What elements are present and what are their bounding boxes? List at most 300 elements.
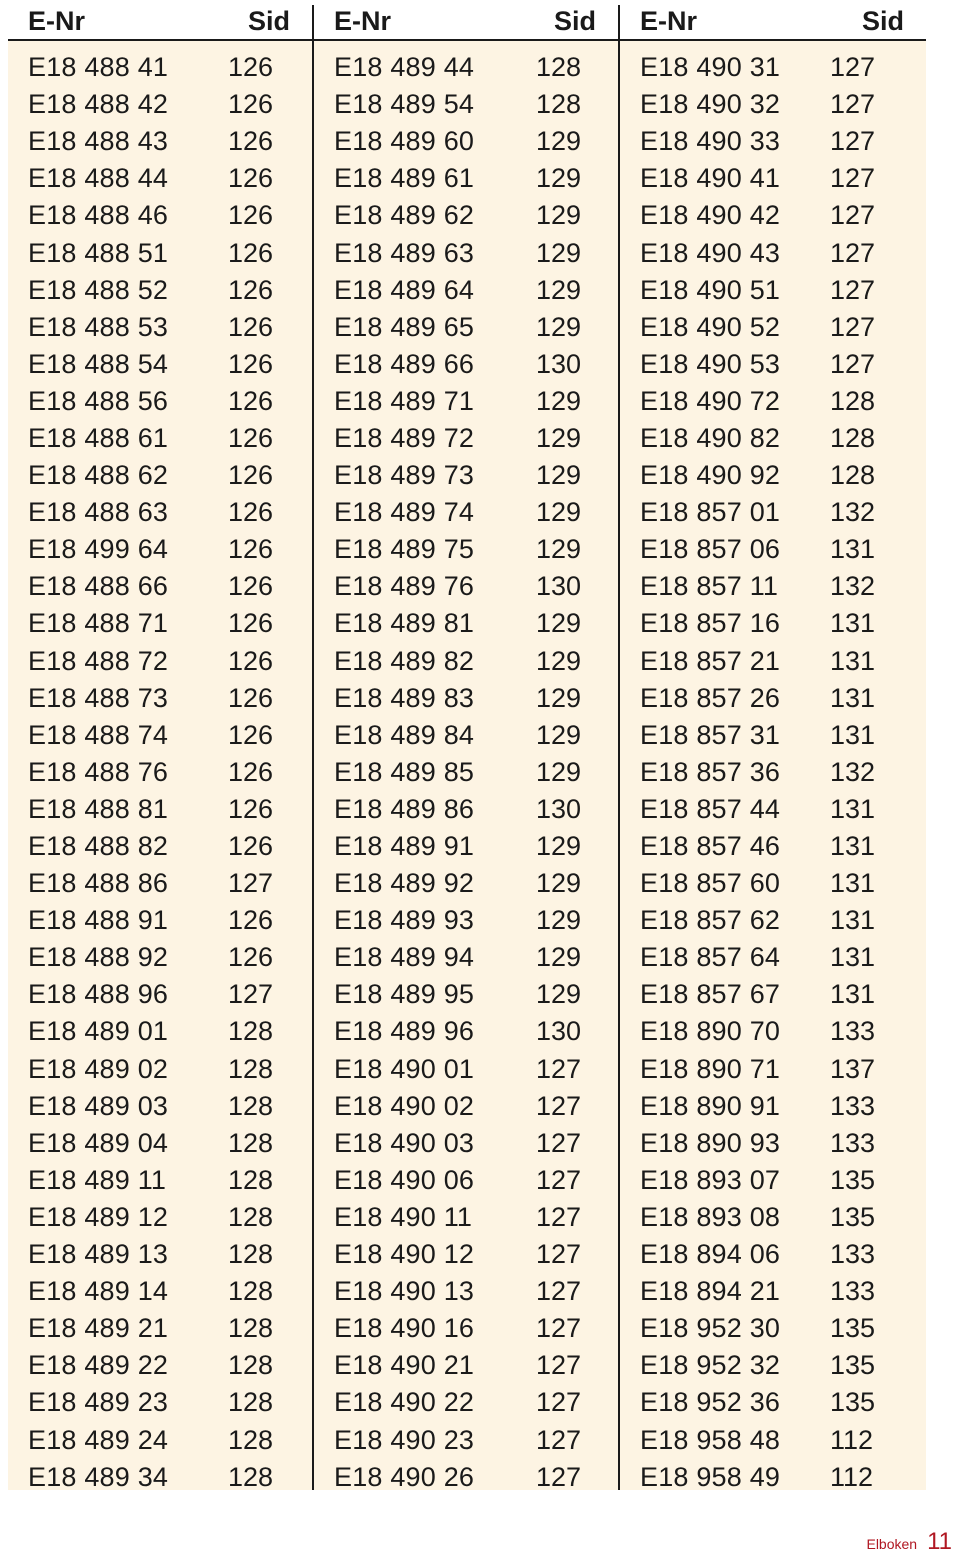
table-row xyxy=(620,197,926,234)
e-number: E18 490 52 xyxy=(640,311,781,342)
table-row xyxy=(620,309,926,346)
page-ref: 135 xyxy=(830,1201,876,1232)
e-number: E18 857 16 xyxy=(640,608,781,639)
table-row xyxy=(620,1459,926,1496)
page-number: 11 xyxy=(927,1528,952,1555)
table-row xyxy=(314,568,618,605)
e-number: E18 488 42 xyxy=(28,89,169,120)
header-enr: E-Nr xyxy=(334,6,392,36)
e-number: E18 489 76 xyxy=(334,571,475,602)
page-ref: 127 xyxy=(536,1387,582,1418)
e-number: E18 489 12 xyxy=(28,1201,169,1232)
table-row xyxy=(314,791,618,828)
column-body xyxy=(8,41,312,1490)
page-ref: 129 xyxy=(536,200,582,231)
e-number: E18 952 36 xyxy=(640,1387,781,1418)
e-number: E18 857 67 xyxy=(640,979,781,1010)
page-ref: 126 xyxy=(228,793,274,824)
page-ref: 131 xyxy=(830,868,876,899)
page-ref: 130 xyxy=(536,348,582,379)
e-number: E18 488 66 xyxy=(28,571,169,602)
e-number: E18 489 66 xyxy=(334,348,475,379)
table-row xyxy=(8,976,312,1013)
table-row xyxy=(620,1236,926,1273)
e-number: E18 488 74 xyxy=(28,719,169,750)
table-row xyxy=(620,680,926,717)
table-row xyxy=(8,754,312,791)
page-ref: 128 xyxy=(830,460,876,491)
page-ref: 128 xyxy=(228,1053,274,1084)
e-number: E18 490 06 xyxy=(334,1164,475,1195)
table-row xyxy=(8,160,312,197)
table-row xyxy=(314,902,618,939)
page-ref: 128 xyxy=(228,1276,274,1307)
e-number: E18 490 33 xyxy=(640,126,781,157)
table-row xyxy=(314,1347,618,1384)
table-row xyxy=(8,1347,312,1384)
e-number: E18 489 91 xyxy=(334,831,475,862)
e-number: E18 489 01 xyxy=(28,1016,169,1047)
table-row xyxy=(8,197,312,234)
page-ref: 129 xyxy=(536,311,582,342)
e-number: E18 489 81 xyxy=(334,608,475,639)
page-ref: 126 xyxy=(228,608,274,639)
table-row xyxy=(314,1384,618,1421)
table-row xyxy=(8,902,312,939)
table-row xyxy=(8,234,312,271)
table-row xyxy=(8,86,312,123)
table-row xyxy=(620,1199,926,1236)
table-row xyxy=(8,346,312,383)
table-row xyxy=(314,939,618,976)
table-row xyxy=(8,49,312,86)
page-ref: 126 xyxy=(228,126,274,157)
e-number: E18 488 71 xyxy=(28,608,169,639)
e-number: E18 488 44 xyxy=(28,163,169,194)
page-ref: 133 xyxy=(830,1239,876,1270)
e-number: E18 488 53 xyxy=(28,311,169,342)
page-ref: 127 xyxy=(830,89,876,120)
page-ref: 128 xyxy=(228,1387,274,1418)
e-number: E18 488 72 xyxy=(28,645,169,676)
e-number: E18 489 86 xyxy=(334,793,475,824)
e-number: E18 958 48 xyxy=(640,1424,781,1455)
page-ref: 129 xyxy=(536,274,582,305)
page-ref: 128 xyxy=(228,1239,274,1270)
page-ref: 128 xyxy=(536,52,582,83)
page-ref: 130 xyxy=(536,1016,582,1047)
table-row xyxy=(8,1273,312,1310)
table-row xyxy=(620,865,926,902)
e-number: E18 489 62 xyxy=(334,200,475,231)
page-ref: 126 xyxy=(228,534,274,565)
e-number: E18 958 49 xyxy=(640,1461,781,1492)
table-row xyxy=(620,123,926,160)
table-row xyxy=(314,754,618,791)
page-ref: 127 xyxy=(830,311,876,342)
page-ref: 129 xyxy=(536,422,582,453)
table-row xyxy=(620,643,926,680)
e-number: E18 489 85 xyxy=(334,756,475,787)
table-row xyxy=(314,828,618,865)
page-ref: 128 xyxy=(228,1016,274,1047)
page-ref: 127 xyxy=(536,1350,582,1381)
page-ref: 131 xyxy=(830,645,876,676)
table-row xyxy=(620,902,926,939)
e-number: E18 857 26 xyxy=(640,682,781,713)
table-row xyxy=(314,1051,618,1088)
e-number: E18 489 95 xyxy=(334,979,475,1010)
page-ref: 128 xyxy=(830,422,876,453)
page-ref: 126 xyxy=(228,831,274,862)
e-number: E18 490 92 xyxy=(640,460,781,491)
e-number: E18 490 51 xyxy=(640,274,781,305)
page-ref: 128 xyxy=(228,1090,274,1121)
page-ref: 133 xyxy=(830,1127,876,1158)
e-number: E18 857 62 xyxy=(640,905,781,936)
page-ref: 126 xyxy=(228,274,274,305)
e-number: E18 499 64 xyxy=(28,534,169,565)
page-ref: 127 xyxy=(536,1313,582,1344)
page-ref: 129 xyxy=(536,497,582,528)
table-row xyxy=(8,531,312,568)
e-number: E18 890 71 xyxy=(640,1053,781,1084)
e-number: E18 893 08 xyxy=(640,1201,781,1232)
page-ref: 126 xyxy=(228,682,274,713)
page-ref: 133 xyxy=(830,1276,876,1307)
e-number: E18 489 23 xyxy=(28,1387,169,1418)
e-number: E18 490 01 xyxy=(334,1053,475,1084)
page-ref: 131 xyxy=(830,682,876,713)
header-enr: E-Nr xyxy=(640,6,698,36)
table-row xyxy=(314,197,618,234)
table-row xyxy=(620,754,926,791)
page-ref: 126 xyxy=(228,89,274,120)
page-ref: 131 xyxy=(830,534,876,565)
page-ref: 131 xyxy=(830,831,876,862)
e-number: E18 489 60 xyxy=(334,126,475,157)
e-number: E18 489 92 xyxy=(334,868,475,899)
e-number: E18 489 74 xyxy=(334,497,475,528)
page-ref: 127 xyxy=(536,1424,582,1455)
e-number: E18 489 13 xyxy=(28,1239,169,1270)
e-number: E18 893 07 xyxy=(640,1164,781,1195)
page-ref: 127 xyxy=(830,348,876,379)
index-table xyxy=(8,5,922,1490)
e-number: E18 857 21 xyxy=(640,645,781,676)
page-ref: 129 xyxy=(536,126,582,157)
e-number: E18 489 61 xyxy=(334,163,475,194)
table-row xyxy=(620,1051,926,1088)
page-ref: 128 xyxy=(228,1461,274,1492)
e-number: E18 489 04 xyxy=(28,1127,169,1158)
table-row xyxy=(314,865,618,902)
page-ref: 112 xyxy=(830,1424,874,1455)
page-ref: 129 xyxy=(536,905,582,936)
table-row xyxy=(314,605,618,642)
table-row xyxy=(314,160,618,197)
page-ref: 127 xyxy=(536,1090,582,1121)
table-row xyxy=(620,346,926,383)
e-number: E18 489 02 xyxy=(28,1053,169,1084)
table-row xyxy=(8,123,312,160)
e-number: E18 489 63 xyxy=(334,237,475,268)
column-body xyxy=(620,41,926,1490)
table-row xyxy=(620,1013,926,1050)
page-ref: 132 xyxy=(830,571,876,602)
e-number: E18 857 06 xyxy=(640,534,781,565)
page-ref: 126 xyxy=(228,348,274,379)
e-number: E18 489 64 xyxy=(334,274,475,305)
page-ref: 128 xyxy=(228,1201,274,1232)
e-number: E18 490 26 xyxy=(334,1461,475,1492)
table-row xyxy=(314,383,618,420)
table-row xyxy=(8,605,312,642)
page-ref: 129 xyxy=(536,237,582,268)
table-row xyxy=(314,1273,618,1310)
footer-brand: Elboken xyxy=(866,1536,918,1552)
page-ref: 112 xyxy=(830,1461,874,1492)
page-ref: 137 xyxy=(830,1053,876,1084)
e-number: E18 890 91 xyxy=(640,1090,781,1121)
e-number: E18 488 81 xyxy=(28,793,169,824)
page-ref: 131 xyxy=(830,793,876,824)
table-row xyxy=(314,643,618,680)
page-ref: 135 xyxy=(830,1164,876,1195)
e-number: E18 488 92 xyxy=(28,942,169,973)
page-ref: 135 xyxy=(830,1387,876,1418)
table-row xyxy=(314,309,618,346)
e-number: E18 488 63 xyxy=(28,497,169,528)
e-number: E18 488 52 xyxy=(28,274,169,305)
table-row xyxy=(8,1384,312,1421)
page-ref: 131 xyxy=(830,942,876,973)
table-row xyxy=(314,1421,618,1458)
table-row xyxy=(620,1347,926,1384)
table-row xyxy=(8,865,312,902)
table-row xyxy=(620,1125,926,1162)
e-number: E18 489 22 xyxy=(28,1350,169,1381)
table-row xyxy=(620,1384,926,1421)
table-row xyxy=(8,272,312,309)
e-number: E18 489 65 xyxy=(334,311,475,342)
page-ref: 129 xyxy=(536,979,582,1010)
index-column-2 xyxy=(312,5,618,1490)
page-ref: 126 xyxy=(228,52,274,83)
table-row xyxy=(314,86,618,123)
e-number: E18 489 44 xyxy=(334,52,475,83)
e-number: E18 490 82 xyxy=(640,422,781,453)
e-number: E18 857 11 xyxy=(640,571,779,602)
e-number: E18 490 43 xyxy=(640,237,781,268)
page-ref: 133 xyxy=(830,1090,876,1121)
e-number: E18 490 16 xyxy=(334,1313,475,1344)
e-number: E18 489 24 xyxy=(28,1424,169,1455)
page-ref: 129 xyxy=(536,756,582,787)
table-row xyxy=(8,420,312,457)
e-number: E18 490 53 xyxy=(640,348,781,379)
table-row xyxy=(8,383,312,420)
page-ref: 128 xyxy=(830,385,876,416)
page-ref: 128 xyxy=(228,1164,274,1195)
table-row xyxy=(314,1459,618,1496)
page-ref: 129 xyxy=(536,831,582,862)
table-row xyxy=(8,791,312,828)
e-number: E18 488 56 xyxy=(28,385,169,416)
page-ref: 128 xyxy=(228,1350,274,1381)
page-ref: 127 xyxy=(536,1164,582,1195)
table-row xyxy=(620,160,926,197)
table-row xyxy=(620,1162,926,1199)
page-ref: 135 xyxy=(830,1313,876,1344)
table-row xyxy=(620,1310,926,1347)
table-row xyxy=(620,791,926,828)
e-number: E18 490 31 xyxy=(640,52,781,83)
e-number: E18 489 72 xyxy=(334,422,475,453)
e-number: E18 857 44 xyxy=(640,793,781,824)
e-number: E18 490 22 xyxy=(334,1387,475,1418)
e-number: E18 489 96 xyxy=(334,1016,475,1047)
page-ref: 131 xyxy=(830,905,876,936)
e-number: E18 857 01 xyxy=(640,497,781,528)
e-number: E18 890 70 xyxy=(640,1016,781,1047)
page-ref: 126 xyxy=(228,200,274,231)
index-column-3 xyxy=(618,5,926,1490)
table-row xyxy=(314,717,618,754)
e-number: E18 489 71 xyxy=(334,385,475,416)
page-ref: 129 xyxy=(536,385,582,416)
table-row xyxy=(8,1125,312,1162)
page-ref: 126 xyxy=(228,571,274,602)
e-number: E18 489 11 xyxy=(28,1164,167,1195)
table-row xyxy=(314,494,618,531)
table-row xyxy=(8,1421,312,1458)
table-row xyxy=(620,568,926,605)
e-number: E18 489 83 xyxy=(334,682,475,713)
table-row xyxy=(314,49,618,86)
page-ref: 129 xyxy=(536,163,582,194)
index-column-1 xyxy=(8,5,312,1490)
e-number: E18 488 73 xyxy=(28,682,169,713)
e-number: E18 857 64 xyxy=(640,942,781,973)
page-ref: 126 xyxy=(228,756,274,787)
table-row xyxy=(620,605,926,642)
e-number: E18 490 03 xyxy=(334,1127,475,1158)
table-row xyxy=(8,1236,312,1273)
e-number: E18 857 36 xyxy=(640,756,781,787)
page-ref: 126 xyxy=(228,422,274,453)
page-footer xyxy=(866,1528,960,1556)
page-ref: 135 xyxy=(830,1350,876,1381)
page-ref: 131 xyxy=(830,608,876,639)
header-sid: Sid xyxy=(553,6,596,36)
table-row xyxy=(620,1088,926,1125)
page-ref: 127 xyxy=(536,1461,582,1492)
table-row xyxy=(8,457,312,494)
e-number: E18 488 54 xyxy=(28,348,169,379)
e-number: E18 952 32 xyxy=(640,1350,781,1381)
table-row xyxy=(314,272,618,309)
page-ref: 128 xyxy=(228,1127,274,1158)
table-row xyxy=(8,568,312,605)
e-number: E18 489 34 xyxy=(28,1461,169,1492)
page-ref: 129 xyxy=(536,719,582,750)
page-ref: 126 xyxy=(228,497,274,528)
table-row xyxy=(8,680,312,717)
page-ref: 127 xyxy=(228,979,274,1010)
e-number: E18 488 62 xyxy=(28,460,169,491)
table-row xyxy=(314,680,618,717)
page-ref: 128 xyxy=(536,89,582,120)
page-ref: 127 xyxy=(830,200,876,231)
e-number: E18 490 32 xyxy=(640,89,781,120)
e-number: E18 489 93 xyxy=(334,905,475,936)
header-sid: Sid xyxy=(247,6,290,36)
page-ref: 126 xyxy=(228,311,274,342)
table-row xyxy=(620,420,926,457)
e-number: E18 857 31 xyxy=(640,719,781,750)
column-header xyxy=(620,5,926,41)
table-row xyxy=(314,1236,618,1273)
e-number: E18 488 91 xyxy=(28,905,169,936)
table-row xyxy=(8,1013,312,1050)
page-ref: 126 xyxy=(228,163,274,194)
table-row xyxy=(8,1310,312,1347)
page-ref: 130 xyxy=(536,793,582,824)
e-number: E18 489 03 xyxy=(28,1090,169,1121)
e-number: E18 894 06 xyxy=(640,1239,781,1270)
table-row xyxy=(314,457,618,494)
page-ref: 127 xyxy=(830,126,876,157)
table-row xyxy=(8,1088,312,1125)
page-ref: 129 xyxy=(536,682,582,713)
table-row xyxy=(8,1051,312,1088)
table-row xyxy=(620,86,926,123)
table-row xyxy=(8,828,312,865)
table-row xyxy=(8,939,312,976)
table-row xyxy=(620,234,926,271)
e-number: E18 488 51 xyxy=(28,237,169,268)
table-row xyxy=(8,1162,312,1199)
column-body xyxy=(314,41,618,1490)
e-number: E18 490 42 xyxy=(640,200,781,231)
page-ref: 127 xyxy=(830,237,876,268)
page-ref: 129 xyxy=(536,534,582,565)
e-number: E18 489 54 xyxy=(334,89,475,120)
e-number: E18 489 14 xyxy=(28,1276,169,1307)
e-number: E18 490 02 xyxy=(334,1090,475,1121)
e-number: E18 490 41 xyxy=(640,163,781,194)
page-ref: 126 xyxy=(228,719,274,750)
e-number: E18 489 73 xyxy=(334,460,475,491)
page-ref: 127 xyxy=(536,1276,582,1307)
e-number: E18 489 75 xyxy=(334,534,475,565)
table-row xyxy=(314,976,618,1013)
page-ref: 127 xyxy=(830,163,876,194)
page-ref: 126 xyxy=(228,645,274,676)
table-row xyxy=(314,1162,618,1199)
table-row xyxy=(8,494,312,531)
table-row xyxy=(314,531,618,568)
table-row xyxy=(314,1088,618,1125)
table-row xyxy=(314,1310,618,1347)
table-row xyxy=(620,717,926,754)
e-number: E18 890 93 xyxy=(640,1127,781,1158)
table-row xyxy=(8,1199,312,1236)
e-number: E18 490 21 xyxy=(334,1350,475,1381)
page-ref: 129 xyxy=(536,645,582,676)
column-header xyxy=(314,5,618,41)
